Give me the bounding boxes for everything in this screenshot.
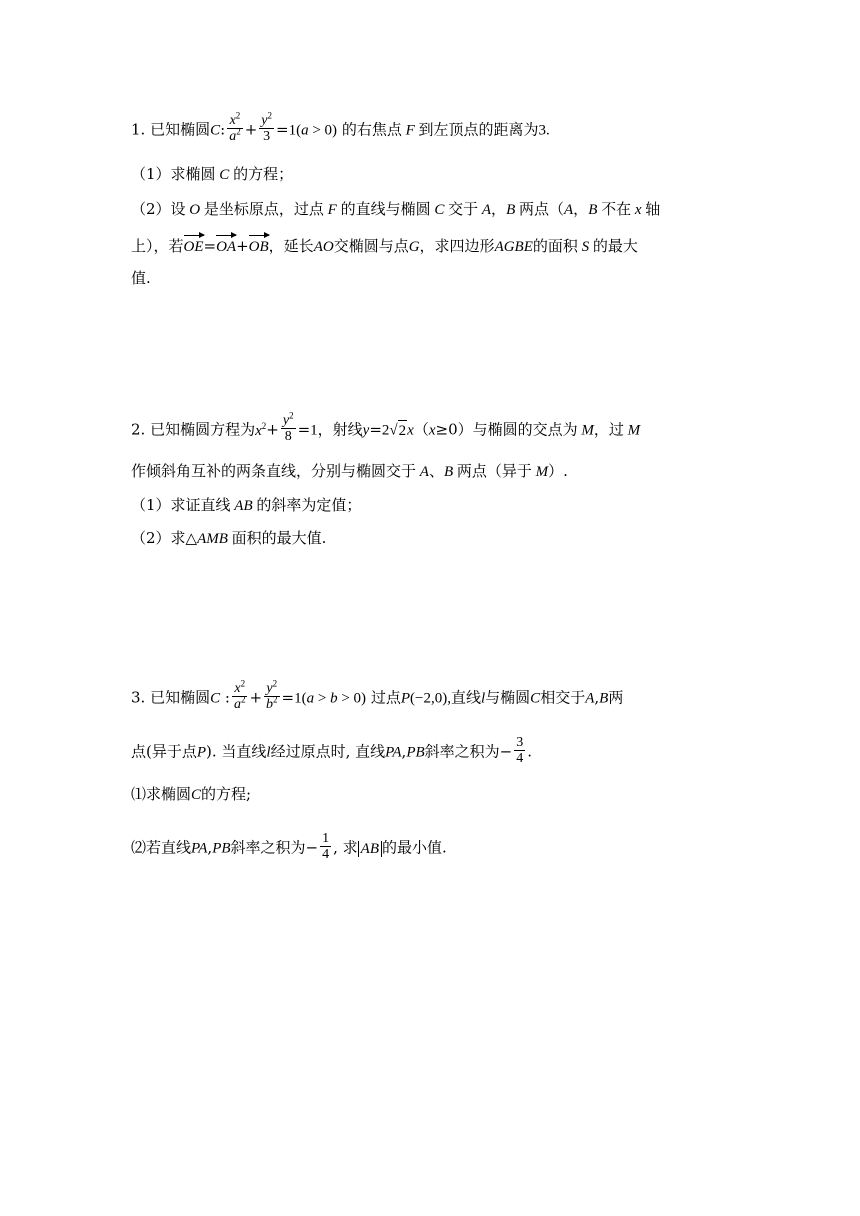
problem-1-part-2-line-2: 上），若OE=OA+OB，延长AO交椭圆与点G，求四边形AGBE的面积 S 的最大	[131, 234, 638, 257]
problem-3-stem-line-2: 点(异于点P). 当直线l经过原点时, 直线PA,PB斜率之积为− $\frac{3}{4}$ .	[131, 735, 533, 766]
problem-1-part-2-line-1: （2）设 O 是坐标原点，过点 F 的直线与椭圆 C 交于 A，B 两点（A，B 不在 x 轴	[131, 200, 661, 218]
problem-1-part-1: （1）求椭圆 C 的方程；	[131, 165, 294, 183]
problem-2-stem-line-2: 作倾斜角互补的两条直线，分别与椭圆交于 A、B 两点（异于 M）.	[131, 462, 568, 480]
problem-2-part-2: （2）求△AMB 面积的最大值.	[131, 529, 327, 547]
problem-2-part-1: （1）求证直线 AB 的斜率为定值；	[131, 496, 362, 514]
problem-3-part-2: ⑵若直线PA,PB斜率之积为− $\frac{1}{4}$ , 求 AB 的最小值.	[131, 831, 447, 862]
problem-number: 1.	[131, 120, 146, 139]
problem-number: 2.	[131, 420, 146, 439]
problem-3-part-1: ⑴求椭圆C的方程;	[131, 785, 252, 803]
problem-1-part-2-line-3: 值.	[131, 269, 151, 287]
problem-number: 3.	[131, 688, 146, 707]
problem-3-stem: 3. 已知椭圆C : $\frac{x^2}{a^2}$ + $\frac{y^2}{b^2}$ =1(a > b > 0) 过点P(−2,0),直线l与椭圆C相交于A,B两	[131, 678, 624, 712]
problem-1-stem: 1. 已知椭圆C: $\frac{x^2}{a^2}$ + $\frac{y^2}{3}$ =1(a > 0) 的右焦点 F 到左顶点的距离为3.	[131, 110, 550, 144]
problem-2-stem: 2. 已知椭圆方程为$x^2+$ $\frac{y^2}{8}$ =1，射线y=2√2x（x≥0）与椭圆的交点为 M，过 M	[131, 410, 641, 444]
